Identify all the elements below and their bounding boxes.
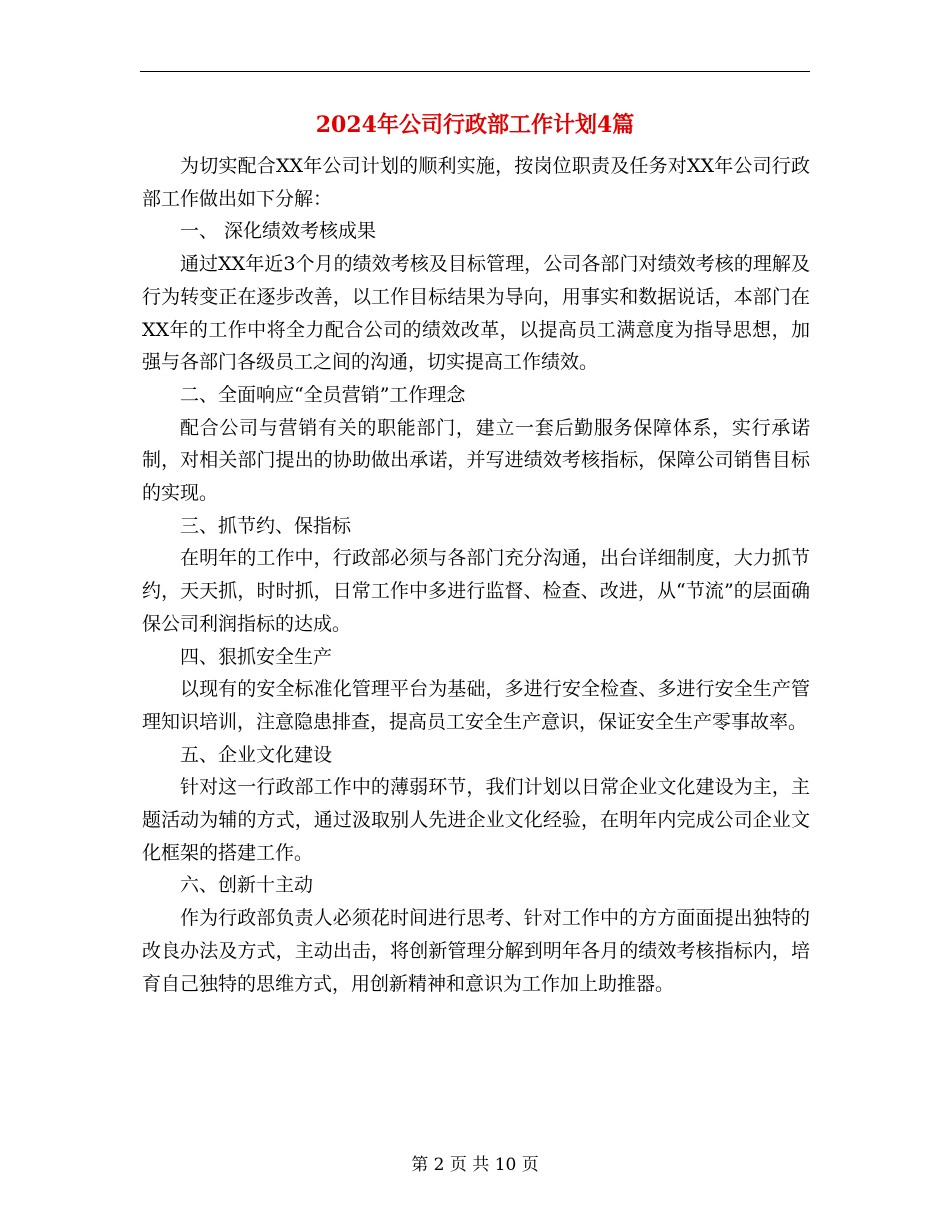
section-heading-2: 二、全面响应“全员营销”工作理念 <box>180 383 466 406</box>
section-body-5: 针对这一行政部工作中的薄弱环节，我们计划以日常企业文化建设为主，主题活动为辅的方式，通过汲取别人先进企业文化经验，在明年内完成公司企业文化框架的搭建工作。 <box>142 776 810 864</box>
section-heading-4: 四、狠抓安全生产 <box>180 645 333 668</box>
section-heading-1: 一、 深化绩效考核成果 <box>180 220 377 243</box>
section-heading-5: 五、企业文化建设 <box>180 743 333 766</box>
intro-paragraph: 为切实配合XX年公司计划的顺利实施，按岗位职责及任务对XX年公司行政部工作做出如下分解： <box>142 155 810 210</box>
header-rule <box>140 71 810 72</box>
section-heading-3: 三、抓节约、保指标 <box>180 514 352 537</box>
document-title: 2024年公司行政部工作计划4篇 <box>315 112 635 138</box>
section-body-2: 配合公司与营销有关的职能部门，建立一套后勤服务保障体系，实行承诺制，对相关部门提出的协助做出承诺，并写进绩效考核指标，保障公司销售目标的实现。 <box>142 416 810 505</box>
section-body-3: 在明年的工作中，行政部必须与各部门充分沟通，出台详细制度，大力抓节约，天天抓，时时抓，日常工作中多进行监督、检查、改进，从“节流”的层面确保公司利润指标的达成。 <box>142 547 810 635</box>
page-number-footer: 第 2 页 共 10 页 <box>411 1155 539 1175</box>
section-body-1: 通过XX年近3个月的绩效考核及目标管理，公司各部门对绩效考核的理解及行为转变正在逐步改善，以工作目标结果为导向，用事实和数据说话，本部门在XX年的工作中将全力配合公司的绩效改革，以提高员工满意度为指导思想，加强与各部门各级员工之间的沟通，切实提高工作绩效。 <box>142 253 810 374</box>
section-heading-6: 六、创新十主动 <box>180 874 314 897</box>
section-body-4: 以现有的安全标准化管理平台为基础，多进行安全检查、多进行安全生产管理知识培训，注意隐患排查，提高员工安全生产意识，保证安全生产零事故率。 <box>142 678 810 733</box>
section-body-6: 作为行政部负责人必须花时间进行思考、针对工作中的方方面面提出独特的改良办法及方式，主动出击，将创新管理分解到明年各月的绩效考核指标内，培育自己独特的思维方式，用创新精神和意识为工作加上助推器。 <box>142 907 810 995</box>
document-body <box>142 150 810 1000</box>
